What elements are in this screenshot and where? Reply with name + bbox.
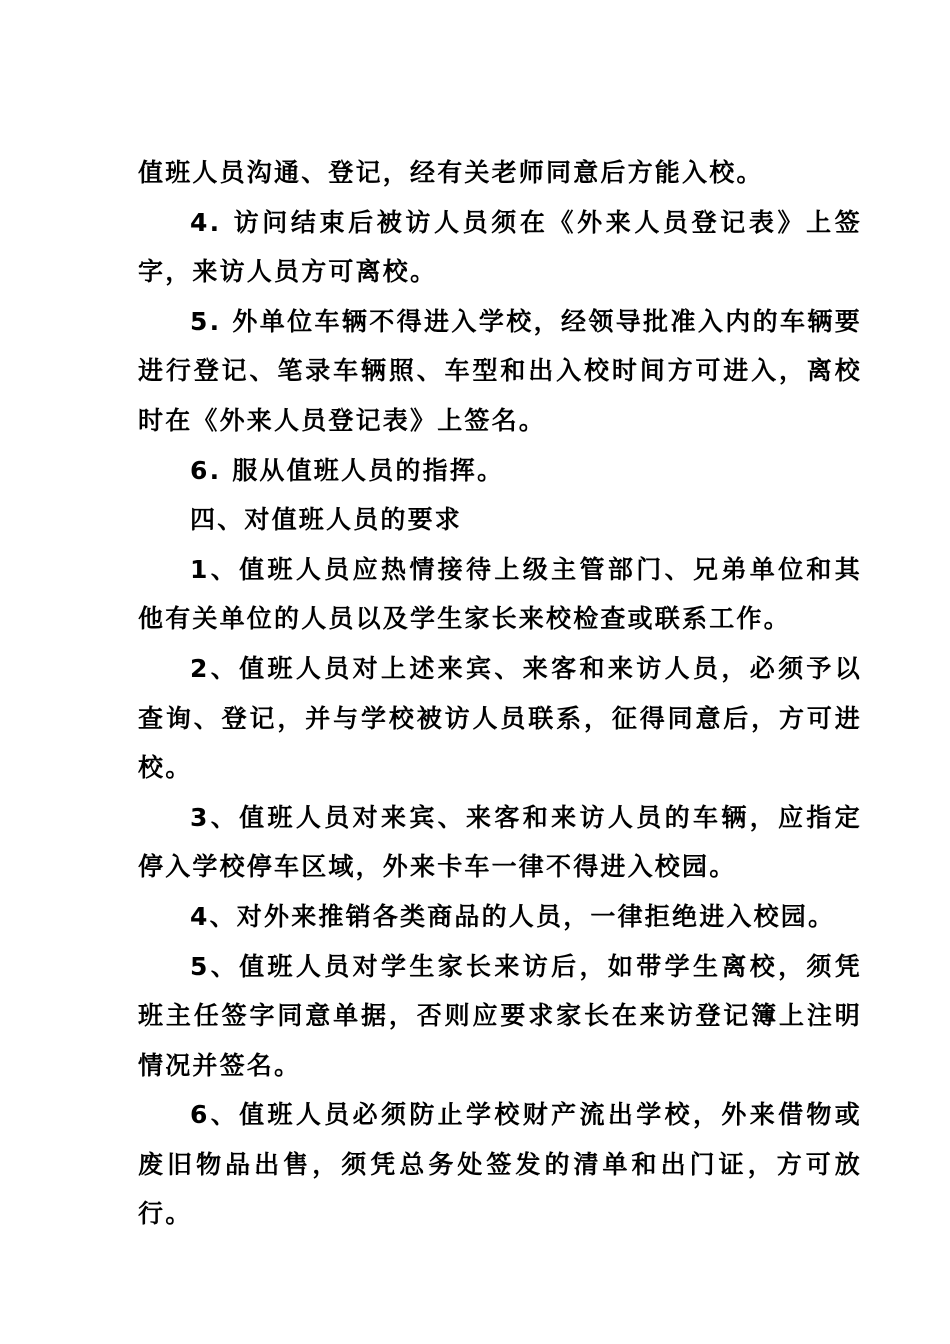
paragraph-rule-4: 4. 访问结束后被访人员须在《外来人员登记表》上签字，来访人员方可离校。	[138, 207, 862, 287]
paragraph-requirement-6: 6、值班人员必须防止学校财产流出学校，外来借物或废旧物品出售，须凭总务处签发的清单和出门证，方可放行。	[138, 1100, 862, 1229]
paragraph-requirement-1: 1、值班人员应热情接待上级主管部门、兄弟单位和其他有关单位的人员以及学生家长来校检查或联系工作。	[138, 554, 862, 634]
paragraph-requirement-3: 3、值班人员对来宾、来客和来访人员的车辆，应指定停入学校停车区域，外来卡车一律不得进入校园。	[138, 802, 862, 882]
paragraph-rule-5: 5. 外单位车辆不得进入学校，经领导批准入内的车辆要进行登记、笔录车辆照、车型和出入校时间方可进入，离校时在《外来人员登记表》上签名。	[138, 306, 862, 435]
document-body	[138, 148, 862, 1239]
paragraph-requirement-2: 2、值班人员对上述来宾、来客和来访人员，必须予以查询、登记，并与学校被访人员联系，征得同意后，方可进校。	[138, 653, 862, 783]
paragraph-requirement-5: 5、值班人员对学生家长来访后，如带学生离校，须凭班主任签字同意单据，否则应要求家长在来访登记簿上注明情况并签名。	[138, 951, 862, 1080]
paragraph-rule-6: 6. 服从值班人员的指挥。	[190, 455, 505, 485]
paragraph-requirement-4: 4、对外来推销各类商品的人员，一律拒绝进入校园。	[190, 901, 836, 931]
paragraph-continuation: 值班人员沟通、登记，经有关老师同意后方能入校。	[138, 158, 764, 187]
section-heading-duty-requirements: 四、对值班人员的要求	[190, 505, 463, 535]
